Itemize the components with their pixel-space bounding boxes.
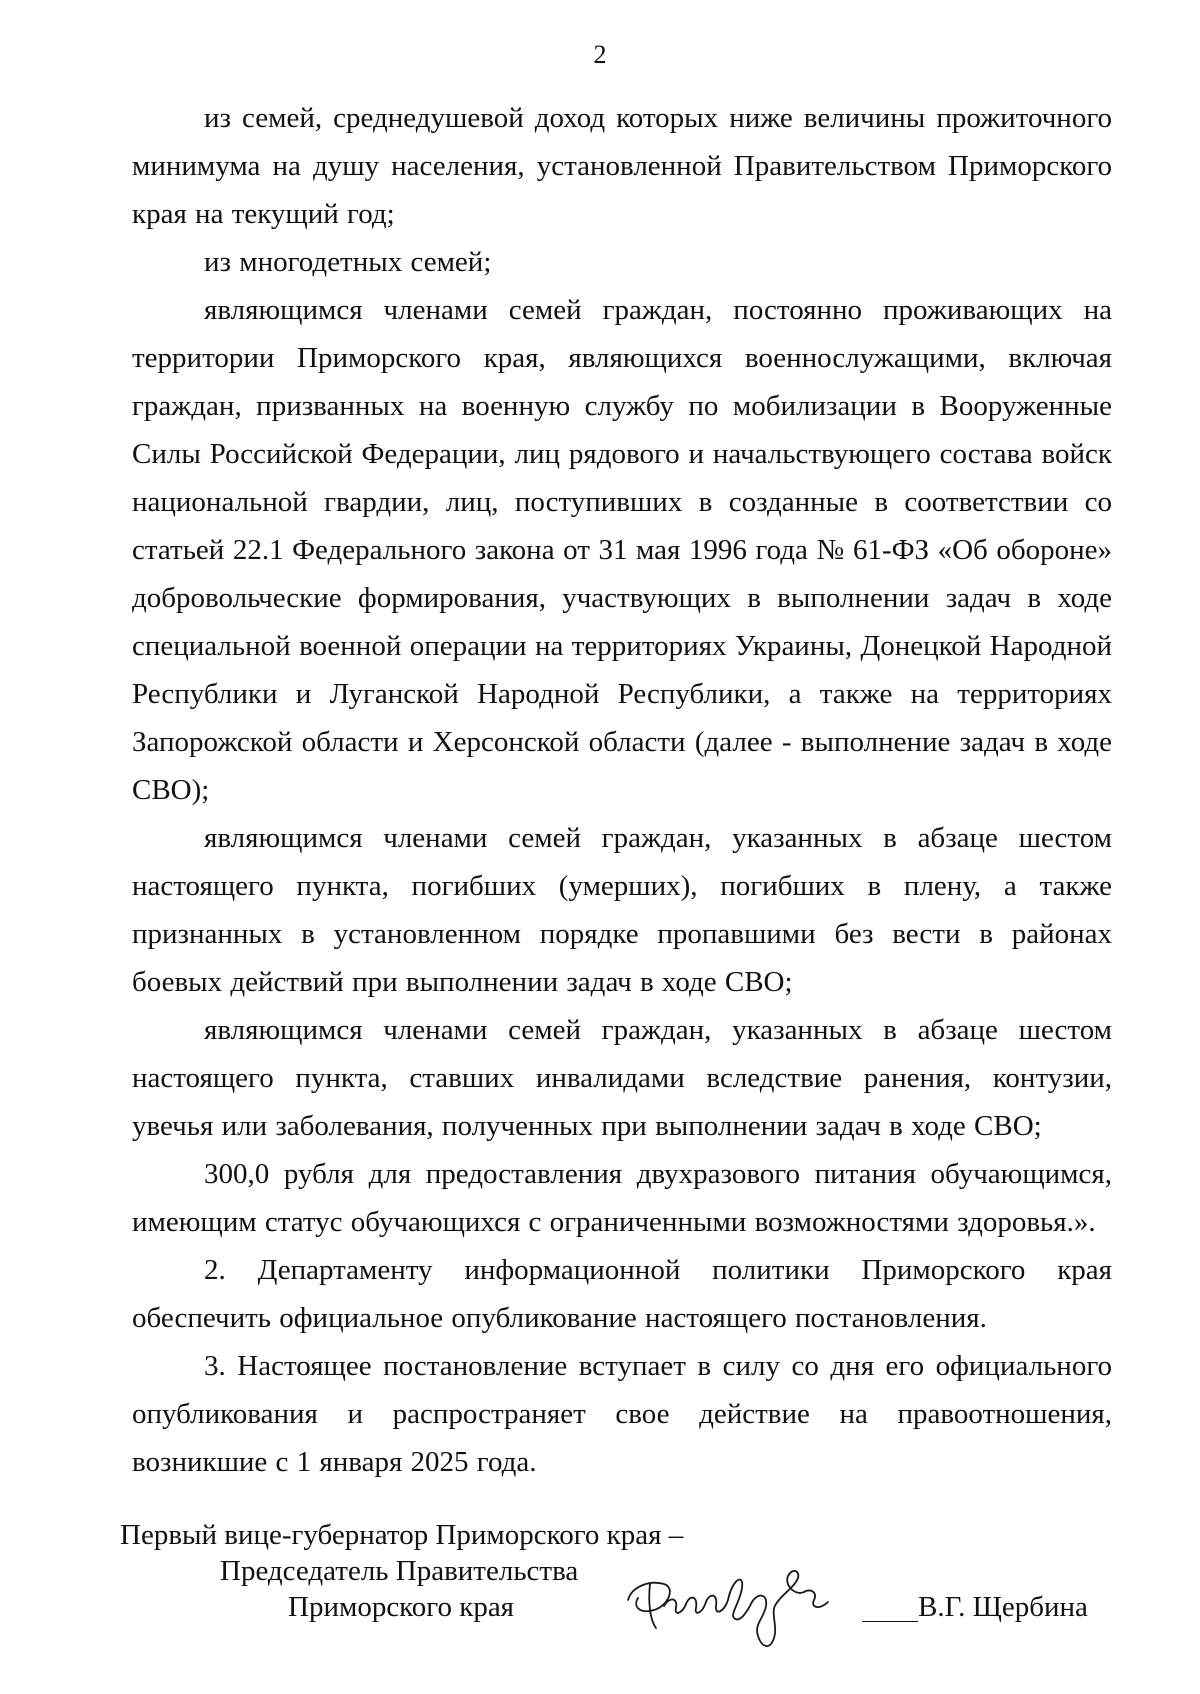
paragraph-low-income-families: из семей, среднедушевой доход которых ниже величины прожиточного минимума на душу населения, установленной Правительством Приморского края на текущий год; xyxy=(132,102,1112,230)
paragraph-disabled-families: являющимся членами семей граждан, указанных в абзаце шестом настоящего пункта, ставших инвалидами вследствие ранения, контузии, увечья или заболевания, полученных при выполнении задач в ходе СВО; xyxy=(132,1014,1112,1142)
paragraph-meal-cost: 300,0 рубля для предоставления двухразового питания обучающимся, имеющим статус обучающихся с ограниченными возможностями здоровья.». xyxy=(132,1158,1112,1238)
paragraph-fallen-families: являющимся членами семей граждан, указанных в абзаце шестом настоящего пункта, погибших (умерших), погибших в плену, а также признанных в установленном порядке пропавшими без вести в районах боевых действий при выполнении задач в ходе СВО; xyxy=(132,822,1112,998)
paragraph-large-families: из многодетных семей; xyxy=(204,246,492,278)
paragraph-military-families: являющимся членами семей граждан, постоянно проживающих на территории Приморского края, являющихся военнослужащими, включая граждан, призванных на военную службу по мобилизации в Вооруженные Силы Российской Федерации, лиц рядового и начальствующего состава войск национальной гвардии, лиц, поступивших в созданные в соответствии со статьей 22.1 Федерального закона от 31 мая 1996 года № 61-ФЗ «Об обороне» добровольческие формирования, участвующих в выполнении задач в ходе специальной военной операции на территориях Украины, Донецкой Народной Республики и Луганской Народной Республики, а также на территориях Запорожской области и Херсонской области (далее - выполнение задач в ходе СВО); xyxy=(132,294,1112,806)
signatory-title-line-1: Первый вице-губернатор Приморского края – xyxy=(120,1519,684,1551)
signature-block xyxy=(120,1518,1088,1668)
paragraph-publication-clause: 2. Департаменту информационной политики Приморского края обеспечить официальное опубликование настоящего постановления. xyxy=(132,1254,1112,1334)
signatory-title-line-3: Приморского края xyxy=(288,1591,515,1623)
signature-underline xyxy=(862,1621,918,1622)
paragraph-effective-date-clause: 3. Настоящее постановление вступает в силу со дня его официального опубликования и распространяет свое действие на правоотношения, возникшие с 1 января 2025 года. xyxy=(132,1350,1112,1478)
handwritten-signature xyxy=(620,1558,850,1658)
signatory-title-line-2: Председатель Правительства xyxy=(220,1555,579,1587)
signatory-name: В.Г. Щербина xyxy=(918,1591,1088,1623)
page-number: 2 xyxy=(593,40,607,69)
document-body xyxy=(132,94,1112,1486)
